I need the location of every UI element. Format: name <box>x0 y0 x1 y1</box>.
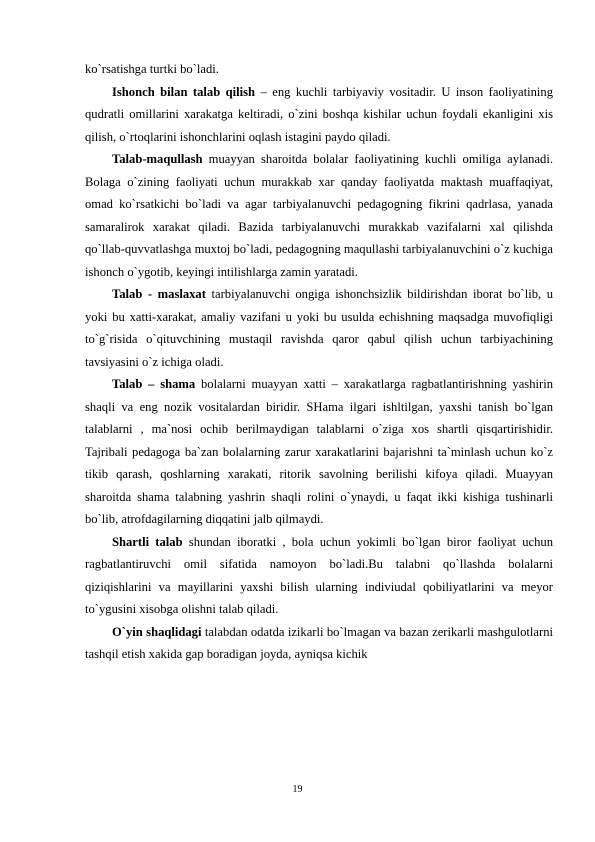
paragraph-body: talabdan odatda izikarli bo`lmagan va bazan zerikarli mashgulotlarni tashqil etish xakida gap boradigan joyda, ayniqsa kichik <box>85 624 553 661</box>
paragraph-continuation <box>85 58 553 81</box>
paragraph-term: Shartli talab <box>112 534 183 549</box>
paragraph-term: Ishonch bilan talab qilish <box>112 84 256 99</box>
paragraph-ishonch-bilan-talab <box>85 81 553 149</box>
paragraph-talab-shama <box>85 373 553 531</box>
page-number: 19 <box>292 784 303 795</box>
paragraph-body: shundan iboratki , bola uchun yokimli bo`lgan biror faoliyat uchun ragbatlantiruvchi omil sifatida namoyon bo`ladi.Bu talabni qo`llashda bolalarni qiziqishlarini va mayillarini yaxshi bilish ularning indiviudal qobiliyatlarini va meyor to`ygusini xisobga olishni talab qiladi. <box>85 534 553 616</box>
paragraph-talab-maqullash <box>85 148 553 283</box>
paragraph-body: tarbiyalanuvchi ongiga ishonchsizlik bildirishdan iborat bo`lib, u yoki bu xatti-xarakat, amaliy vazifani u yoki bu usulda echishning maqsadga muvofiqligi to`g`risida o`qituvchining mustaqil ravishda qaror qabul qilish uchun tarbiyachining tavsiyasini o`z ichiga oladi. <box>85 287 553 369</box>
paragraph-term: O`yin shaqlidagi <box>112 624 202 639</box>
paragraph-body: ko`rsatishga turtki bo`ladi. <box>85 62 219 76</box>
paragraph-term: Talab – shama <box>112 377 196 391</box>
paragraph-term: Talab - maslaxat <box>112 287 206 301</box>
paragraph-oyin-shaqlidagi <box>85 621 553 666</box>
paragraph-term: Talab-maqullash <box>112 152 203 166</box>
paragraph-shartli-talab <box>85 531 553 621</box>
body-text <box>85 58 553 666</box>
paragraph-body: muayyan sharoitda bolalar faoliyatining kuchli omiliga aylanadi. Bolaga o`zining faoliyati uchun murakkab xar qanday faoliyatda maktash muaffaqiyat, omad ko`rsatkichi bo`ladi va agar tarbiyalanuvchi pedagogning fikrini qadrlasa, yanada samaralirok xarakat qiladi. Bazida tarbiyalanuvchi murakkab vazifalarni xal qilishda qo`llab-quvvatlashga muxtoj bo`ladi, pedagogning maqullashi tarbiyalanuvchini o`z kuchiga ishonch o`ygotib, keyingi intilishlarga zamin yaratadi. <box>85 152 553 279</box>
paragraph-talab-maslaxat <box>85 283 553 373</box>
paragraph-body: – eng kuchli tarbiyaviy vositadir. U inson faoliyatining qudratli omillarini xarakatga keltiradi, o`zini boshqa kishilar uchun foydali ekanligini xis qilish, o`rtoqlarini ishonchlarini oqlash istagini paydo qiladi. <box>85 84 553 144</box>
paragraph-body: bolalarni muayyan xatti – xarakatlarga ragbatlantirishning yashirin shaqli va eng nozik vositalardan biridir. SHama ilgari ishltilgan, yaxshi tanish bo`lgan talablarni , ma`nosi ochib berilmaydigan talablarni o`ziga xos shartli qisqartirishidir. Tajribali pedagoga ba`zan bolalarning zarur xarakatlarini bajarishni ta`minlash uchun ko`z tikib qarash, qoshlarning xarakati, ritorik savolning berilishi kifoya qiladi. Muayyan sharoitda shama talabning yashrin shaqli rolini o`ynaydi, u faqat ikki kishiga tushinarli bo`lib, atrofdagilarning diqqatini jalb qilmaydi. <box>85 377 553 526</box>
